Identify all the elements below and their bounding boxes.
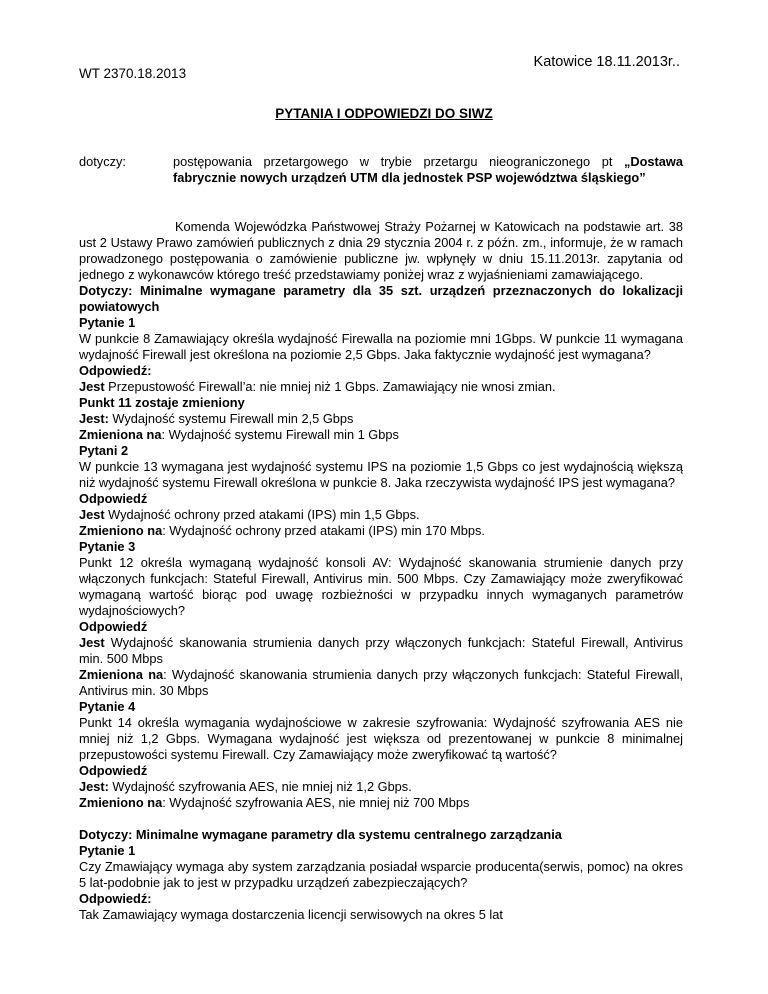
q1-jest2: Jest: Wydajność systemu Firewall min 2,5 Gbps <box>79 411 354 426</box>
intro-paragraph: Komenda Wojewódzka Państwowej Straży Pożarnej w Katowicach na podstawie art. 38 ust 2 Ustawy Prawo zamówień publicznych z dnia 29 stycznia 2004 r. z późn. zm., informuje, że w ramach prowadzonego postępowania o zamówienie publiczne jw. wpłynęły w dniu 15.11.2013r. zapytania od jednego z wykonawców którego treść przedstawiamy poniżej wraz z wyjaśnieniami zamawiającego. <box>79 219 683 282</box>
s2-q1-answer-text: Tak Zamawiający wymaga dostarczenia licencji serwisowych na okres 5 lat <box>79 907 503 922</box>
q2-jest: Jest Wydajność ochrony przed atakami (IPS) min 1,5 Gbps. <box>79 507 420 522</box>
s2-q1-answer-label: Odpowiedź: <box>79 891 152 906</box>
dotyczy-label: dotyczy: <box>79 154 126 169</box>
s2-q1-text: Czy Zmawiający wymaga aby system zarządzania posiadał wsparcie producenta(serwis, pomoc) na okres 5 lat-podobnie jak to jest w przypadku urządzeń zabezpieczających? <box>79 859 683 890</box>
q2-text: W punkcie 13 wymagana jest wydajność systemu IPS na poziomie 1,5 Gbps co jest wydajnością większą niż wydajność systemu Firewall określona w punkcie 8. Jaka rzeczywista wydajność IPS jest wymagana? <box>79 459 683 490</box>
q3-label: Pytanie 3 <box>79 539 136 554</box>
section2-heading: Dotyczy: Minimalne wymagane parametry dla systemu centralnego zarządzania <box>79 827 562 842</box>
q1-answer-label: Odpowiedź: <box>79 363 152 378</box>
q4-label: Pytanie 4 <box>79 699 136 714</box>
q1-punkt: Punkt 11 zostaje zmieniony <box>79 395 245 410</box>
document-title: PYTANIA I ODPOWIEDZI DO SIWZ <box>275 106 493 121</box>
q4-zmien: Zmieniono na: Wydajność szyfrowania AES, nie mniej niż 700 Mbps <box>79 795 470 810</box>
document-date: Katowice 18.11.2013r.. <box>533 54 680 70</box>
q3-answer-label: Odpowiedź <box>79 619 148 634</box>
dotyczy-text: postępowania przetargowego w trybie przetargu nieograniczonego pt „Dostawa fabrycznie nowych urządzeń UTM dla jednostek PSP województwa śląskiego” <box>173 154 683 185</box>
q1-jest: Jest Przepustowość Firewall’a: nie mniej niż 1 Gbps. Zamawiający nie wnosi zmian. <box>79 379 556 394</box>
reference-number: WT 2370.18.2013 <box>79 66 187 81</box>
q3-jest: Jest Wydajność skanowania strumienia danych przy włączonych funkcjach: Stateful Firewall, Antivirus min. 500 Mbps <box>79 635 683 666</box>
section1-heading: Dotyczy: Minimalne wymagane parametry dla 35 szt. urządzeń przeznaczonych do lokalizacji powiatowych <box>79 283 683 314</box>
q2-zmien: Zmieniono na: Wydajność ochrony przed atakami (IPS) min 170 Mbps. <box>79 523 485 538</box>
document-body <box>79 219 683 923</box>
q4-jest: Jest: Wydajność szyfrowania AES, nie mniej niż 1,2 Gbps. <box>79 779 412 794</box>
q1-zmien: Zmieniona na: Wydajność systemu Firewall min 1 Gbps <box>79 427 399 442</box>
q4-text: Punkt 14 określa wymagania wydajnościowe w zakresie szyfrowania: Wydajność szyfrowania AES nie mniej niż 1,2 Gbps. Wymagana wydajność jest większa od prezentowanej w punkcie 8 minimalnej przepustowości systemu Firewall. Czy Zamawiający może zweryfikować tą wartość? <box>79 715 683 762</box>
s2-q1-label: Pytanie 1 <box>79 843 136 858</box>
q3-zmien: Zmieniona na: Wydajność skanowania strumienia danych przy włączonych funkcjach: Stateful Firewall, Antivirus min. 30 Mbps <box>79 667 683 698</box>
q1-label: Pytanie 1 <box>79 315 136 330</box>
q2-label: Pytani 2 <box>79 443 129 458</box>
q3-text: Punkt 12 określa wymaganą wydajność konsoli AV: Wydajność skanowania strumienie danych przy włączonych funkcjach: Stateful Firewall, Antivirus min. 500 Mbps. Czy Zamawiający może zweryfikować wymaganą wartość biorąc pod uwagę rozbieżności w przypadku innych wymaganych parametrów wydajnościowych? <box>79 555 683 618</box>
q1-text: W punkcie 8 Zamawiający określa wydajność Firewalla na poziomie mni 1Gbps. W punkcie 11 wymagana wydajność Firewall jest określona na poziomie 2,5 Gbps. Jaka faktycznie wydajność jest wymagana? <box>79 331 683 362</box>
q2-answer-label: Odpowiedź <box>79 491 148 506</box>
section-spacer <box>79 811 683 827</box>
q4-answer-label: Odpowiedź <box>79 763 148 778</box>
